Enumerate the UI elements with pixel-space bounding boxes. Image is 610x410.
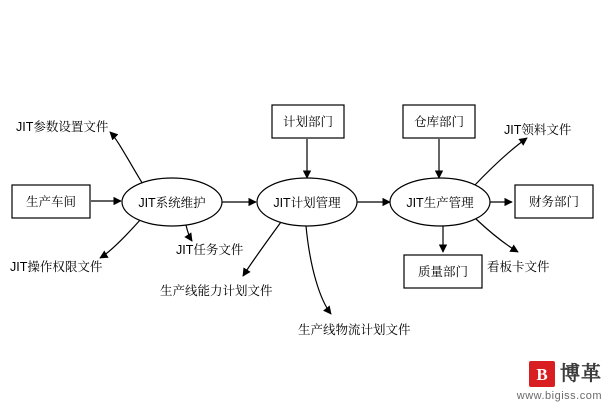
entity-label: 仓库部门 xyxy=(413,115,465,129)
entity-planning-department[interactable] xyxy=(272,105,344,138)
watermark-row xyxy=(529,361,602,387)
process-label: JIT计划管理 xyxy=(273,196,341,210)
flow-prodmgmt-to-pickingfile xyxy=(474,138,527,186)
flow-sysmaint-to-authfile xyxy=(100,219,141,258)
entity-quality-department[interactable] xyxy=(404,255,482,288)
store-label-jit-picking-file[interactable]: JIT领料文件 xyxy=(504,123,572,137)
store-label-line-logistics-plan-file[interactable]: 生产线物流计划文件 xyxy=(298,323,411,337)
entity-finance-department[interactable] xyxy=(515,185,593,218)
store-label-line-capacity-plan-file[interactable]: 生产线能力计划文件 xyxy=(160,284,273,298)
flow-sysmaint-to-taskfile xyxy=(186,225,192,241)
process-jit-plan-management[interactable] xyxy=(257,178,357,226)
store-label-jit-task-file[interactable]: JIT任务文件 xyxy=(176,243,244,257)
entity-label: 生产车间 xyxy=(25,195,77,209)
store-label-jit-operation-permission-file[interactable]: JIT操作权限文件 xyxy=(10,260,103,274)
brand-name: 博革 xyxy=(560,363,602,385)
entity-warehouse-department[interactable] xyxy=(403,105,475,138)
entity-label: 财务部门 xyxy=(528,195,580,209)
process-jit-production-management[interactable] xyxy=(390,178,490,226)
flow-prodmgmt-to-kanbanfile xyxy=(476,219,518,252)
brand-logo-icon: B xyxy=(529,361,555,387)
entity-production-workshop[interactable] xyxy=(12,185,90,218)
process-jit-system-maintenance[interactable] xyxy=(122,178,222,226)
store-label-kanban-card-file[interactable]: 看板卡文件 xyxy=(487,260,550,274)
entity-label: 计划部门 xyxy=(282,115,334,129)
store-label-jit-parameter-setting-file[interactable]: JIT参数设置文件 xyxy=(16,120,109,134)
entity-label: 质量部门 xyxy=(417,265,469,279)
watermark xyxy=(517,361,602,402)
process-label: JIT生产管理 xyxy=(406,196,474,210)
store-layer xyxy=(10,119,572,337)
process-label: JIT系统维护 xyxy=(138,196,206,210)
brand-url: www.bigiss.com xyxy=(516,390,602,402)
process-layer xyxy=(122,178,490,226)
flow-planmgmt-to-linecapacityfile xyxy=(243,222,281,276)
flow-planmgmt-to-linelogisticsfile xyxy=(306,226,331,314)
flow-sysmaint-to-paramfile xyxy=(110,132,144,186)
